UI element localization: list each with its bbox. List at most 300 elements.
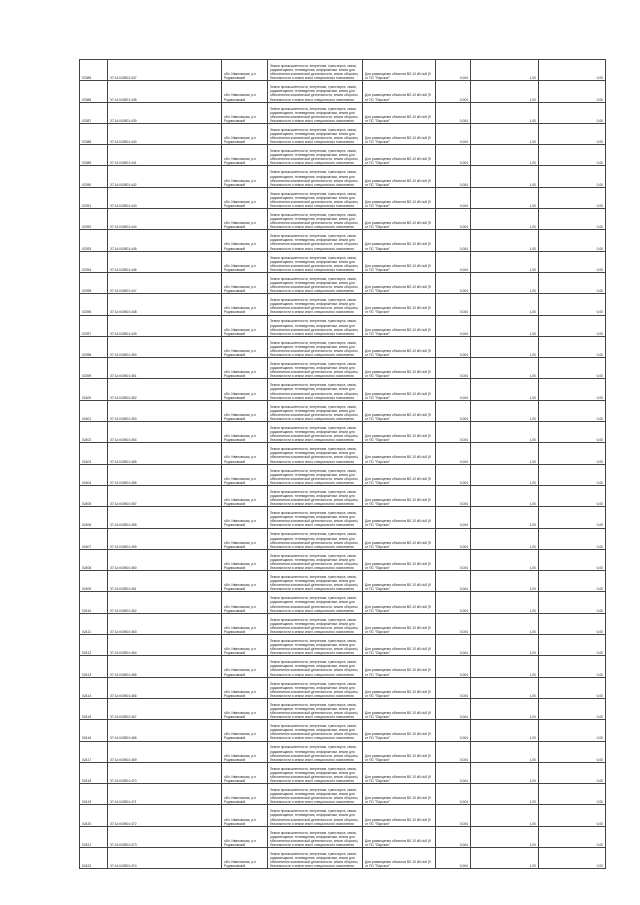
value-cell: 0,00	[539, 784, 606, 805]
cadastral-number-cell: 37:14:040501:466	[108, 677, 222, 698]
cadastral-register-table	[79, 59, 606, 869]
value-cell: 0,00	[539, 677, 606, 698]
address-cell: обл. Ивановская, р-н Родниковский	[222, 805, 268, 826]
ratio-cell: 1,00	[471, 102, 539, 123]
value-cell: 0,00	[539, 294, 606, 315]
area-cell: 0,004	[436, 805, 471, 826]
ratio-cell: 1,00	[471, 422, 539, 443]
land-category-cell: Земли промышленности, энергетики, транспорта, связи, радиовещания, телевидения, информатики, земли для обеспечения космической деятельности, земли обороны, безопасности и земли иного специального назначения	[268, 358, 363, 379]
row-number-cell: 02408	[80, 549, 108, 570]
cadastral-number-cell: 37:14:040501:460	[108, 549, 222, 570]
value-cell: 0,00	[539, 613, 606, 634]
area-cell: 0,004	[436, 102, 471, 123]
value-cell: 0,00	[539, 336, 606, 357]
ratio-cell: 1,00	[471, 507, 539, 528]
ratio-cell: 1,00	[471, 315, 539, 336]
ratio-cell: 1,00	[471, 464, 539, 485]
row-number-cell: 02400	[80, 379, 108, 400]
cadastral-number-cell: 37:14:040501:456	[108, 464, 222, 485]
area-cell: 0,004	[436, 677, 471, 698]
table-row	[80, 528, 606, 549]
permitted-use-cell: Для размещения объектов ВЛ-10 кВ №8 (9 от ПС "Парское"	[363, 528, 436, 549]
table-row	[80, 272, 606, 293]
row-number-cell: 02421	[80, 826, 108, 847]
value-cell: 0,00	[539, 272, 606, 293]
land-category-cell: Земли промышленности, энергетики, транспорта, связи, радиовещания, телевидения, информатики, земли для обеспечения космической деятельности, земли обороны, безопасности и земли иного специального назначения	[268, 251, 363, 272]
address-cell: обл. Ивановская, р-н Родниковский	[222, 294, 268, 315]
ratio-cell: 1,00	[471, 230, 539, 251]
address-cell: обл. Ивановская, р-н Родниковский	[222, 485, 268, 506]
value-cell: 0,00	[539, 847, 606, 868]
cadastral-number-cell: 37:14:040501:446	[108, 251, 222, 272]
table-row	[80, 230, 606, 251]
ratio-cell: 1,00	[471, 826, 539, 847]
table-row	[80, 635, 606, 656]
row-number-cell: 02412	[80, 635, 108, 656]
address-cell: обл. Ивановская, р-н Родниковский	[222, 464, 268, 485]
area-cell: 0,004	[436, 336, 471, 357]
ratio-cell: 1,00	[471, 272, 539, 293]
permitted-use-cell: Для размещения объектов ВЛ-10 кВ №8 (9 от ПС "Парское"	[363, 443, 436, 464]
address-cell: обл. Ивановская, р-н Родниковский	[222, 698, 268, 719]
address-cell: обл. Ивановская, р-н Родниковский	[222, 677, 268, 698]
permitted-use-cell: Для размещения объектов ВЛ-10 кВ №8 (9 от ПС "Парское"	[363, 698, 436, 719]
area-cell: 0,004	[436, 422, 471, 443]
table-row	[80, 443, 606, 464]
value-cell: 0,00	[539, 379, 606, 400]
row-number-cell: 02407	[80, 528, 108, 549]
ratio-cell: 1,00	[471, 209, 539, 230]
cadastral-number-cell: 37:14:040501:471	[108, 784, 222, 805]
cadastral-number-cell: 37:14:040501:472	[108, 805, 222, 826]
permitted-use-cell: Для размещения объектов ВЛ-10 кВ №8 (9 от ПС "Парское"	[363, 379, 436, 400]
permitted-use-cell: Для размещения объектов ВЛ-10 кВ №8 (9 от ПС "Парское"	[363, 485, 436, 506]
cadastral-number-cell: 37:14:040501:439	[108, 102, 222, 123]
value-cell: 0,00	[539, 422, 606, 443]
table-row	[80, 379, 606, 400]
land-category-cell: Земли промышленности, энергетики, транспорта, связи, радиовещания, телевидения, информатики, земли для обеспечения космической деятельности, земли обороны, безопасности и земли иного специального назначения	[268, 379, 363, 400]
cadastral-number-cell: 37:14:040501:440	[108, 123, 222, 144]
area-cell: 0,004	[436, 145, 471, 166]
address-cell: обл. Ивановская, р-н Родниковский	[222, 400, 268, 421]
permitted-use-cell: Для размещения объектов ВЛ-10 кВ №8 (9 от ПС "Парское"	[363, 400, 436, 421]
table-row	[80, 358, 606, 379]
ratio-cell: 1,00	[471, 81, 539, 102]
table-row	[80, 592, 606, 613]
table-row	[80, 549, 606, 570]
permitted-use-cell: Для размещения объектов ВЛ-10 кВ №8 (9 от ПС "Парское"	[363, 187, 436, 208]
land-category-cell: Земли промышленности, энергетики, транспорта, связи, радиовещания, телевидения, информатики, земли для обеспечения космической деятельности, земли обороны, безопасности и земли иного специального назначения	[268, 81, 363, 102]
row-number-cell: 02386	[80, 81, 108, 102]
address-cell: обл. Ивановская, р-н Родниковский	[222, 613, 268, 634]
land-category-cell: Земли промышленности, энергетики, транспорта, связи, радиовещания, телевидения, информатики, земли для обеспечения космической деятельности, земли обороны, безопасности и земли иного специального назначения	[268, 464, 363, 485]
row-number-cell: 02399	[80, 358, 108, 379]
address-cell: обл. Ивановская, р-н Родниковский	[222, 187, 268, 208]
row-number-cell: 02410	[80, 592, 108, 613]
permitted-use-cell: Для размещения объектов ВЛ-10 кВ №8 (9 от ПС "Парское"	[363, 784, 436, 805]
ratio-cell: 1,00	[471, 443, 539, 464]
permitted-use-cell: Для размещения объектов ВЛ-10 кВ №8 (9 от ПС "Парское"	[363, 315, 436, 336]
table-row	[80, 294, 606, 315]
address-cell: обл. Ивановская, р-н Родниковский	[222, 720, 268, 741]
area-cell: 0,004	[436, 485, 471, 506]
land-category-cell: Земли промышленности, энергетики, транспорта, связи, радиовещания, телевидения, информатики, земли для обеспечения космической деятельности, земли обороны, безопасности и земли иного специального назначения	[268, 123, 363, 144]
table-row	[80, 209, 606, 230]
area-cell: 0,004	[436, 847, 471, 868]
table-row	[80, 251, 606, 272]
land-category-cell: Земли промышленности, энергетики, транспорта, связи, радиовещания, телевидения, информатики, земли для обеспечения космической деятельности, земли обороны, безопасности и земли иного специального назначения	[268, 507, 363, 528]
permitted-use-cell: Для размещения объектов ВЛ-10 кВ №8 (9 от ПС "Парское"	[363, 123, 436, 144]
permitted-use-cell: Для размещения объектов ВЛ-10 кВ №8 (9 от ПС "Парское"	[363, 635, 436, 656]
address-cell: обл. Ивановская, р-н Родниковский	[222, 826, 268, 847]
value-cell: 0,00	[539, 187, 606, 208]
land-category-cell: Земли промышленности, энергетики, транспорта, связи, радиовещания, телевидения, информатики, земли для обеспечения космической деятельности, земли обороны, безопасности и земли иного специального назначения	[268, 102, 363, 123]
cadastral-number-cell: 37:14:040501:468	[108, 720, 222, 741]
value-cell: 0,00	[539, 741, 606, 762]
row-number-cell: 02389	[80, 145, 108, 166]
value-cell: 0,00	[539, 251, 606, 272]
ratio-cell: 1,00	[471, 400, 539, 421]
permitted-use-cell: Для размещения объектов ВЛ-10 кВ №8 (9 от ПС "Парское"	[363, 741, 436, 762]
ratio-cell: 1,00	[471, 592, 539, 613]
value-cell: 0,00	[539, 209, 606, 230]
table-row	[80, 613, 606, 634]
value-cell: 0,00	[539, 720, 606, 741]
area-cell: 0,004	[436, 635, 471, 656]
table-row	[80, 720, 606, 741]
ratio-cell: 1,00	[471, 485, 539, 506]
area-cell: 0,004	[436, 528, 471, 549]
land-category-cell: Земли промышленности, энергетики, транспорта, связи, радиовещания, телевидения, информатики, земли для обеспечения космической деятельности, земли обороны, безопасности и земли иного специального назначения	[268, 443, 363, 464]
row-number-cell: 02388	[80, 123, 108, 144]
address-cell: обл. Ивановская, р-н Родниковский	[222, 145, 268, 166]
area-cell: 0,004	[436, 187, 471, 208]
table-row	[80, 826, 606, 847]
row-number-cell: 02396	[80, 294, 108, 315]
cadastral-number-cell: 37:14:040501:465	[108, 656, 222, 677]
address-cell: обл. Ивановская, р-н Родниковский	[222, 209, 268, 230]
cadastral-number-cell: 37:14:040501:451	[108, 358, 222, 379]
cadastral-number-cell: 37:14:040501:473	[108, 826, 222, 847]
value-cell: 0,00	[539, 635, 606, 656]
cadastral-number-cell: 37:14:040501:469	[108, 741, 222, 762]
address-cell: обл. Ивановская, р-н Родниковский	[222, 336, 268, 357]
land-category-cell: Земли промышленности, энергетики, транспорта, связи, радиовещания, телевидения, информатики, земли для обеспечения космической деятельности, земли обороны, безопасности и земли иного специального назначения	[268, 336, 363, 357]
permitted-use-cell: Для размещения объектов ВЛ-10 кВ №8 (9 от ПС "Парское"	[363, 677, 436, 698]
cadastral-number-cell: 37:14:040501:444	[108, 209, 222, 230]
permitted-use-cell: Для размещения объектов ВЛ-10 кВ №8 (9 от ПС "Парское"	[363, 613, 436, 634]
table-row	[80, 847, 606, 868]
address-cell: обл. Ивановская, р-н Родниковский	[222, 443, 268, 464]
permitted-use-cell: Для размещения объектов ВЛ-10 кВ №8 (9 от ПС "Парское"	[363, 549, 436, 570]
row-number-cell: 02413	[80, 656, 108, 677]
area-cell: 0,004	[436, 315, 471, 336]
cadastral-number-cell: 37:14:040501:443	[108, 187, 222, 208]
land-category-cell: Земли промышленности, энергетики, транспорта, связи, радиовещания, телевидения, информатики, земли для обеспечения космической деятельности, земли обороны, безопасности и земли иного специального назначения	[268, 635, 363, 656]
cadastral-number-cell: 37:14:040501:463	[108, 613, 222, 634]
cadastral-number-cell: 37:14:040501:452	[108, 379, 222, 400]
value-cell: 0,00	[539, 549, 606, 570]
cadastral-number-cell: 37:14:040501:441	[108, 145, 222, 166]
value-cell: 0,00	[539, 805, 606, 826]
table-row	[80, 145, 606, 166]
value-cell: 0,00	[539, 60, 606, 81]
address-cell: обл. Ивановская, р-н Родниковский	[222, 528, 268, 549]
row-number-cell: 02416	[80, 720, 108, 741]
ratio-cell: 1,00	[471, 571, 539, 592]
permitted-use-cell: Для размещения объектов ВЛ-10 кВ №8 (9 от ПС "Парское"	[363, 720, 436, 741]
land-category-cell: Земли промышленности, энергетики, транспорта, связи, радиовещания, телевидения, информатики, земли для обеспечения космической деятельности, земли обороны, безопасности и земли иного специального назначения	[268, 784, 363, 805]
row-number-cell: 02418	[80, 762, 108, 783]
row-number-cell: 02411	[80, 613, 108, 634]
ratio-cell: 1,00	[471, 847, 539, 868]
permitted-use-cell: Для размещения объектов ВЛ-10 кВ №8 (9 от ПС "Парское"	[363, 294, 436, 315]
area-cell: 0,004	[436, 123, 471, 144]
address-cell: обл. Ивановская, р-н Родниковский	[222, 123, 268, 144]
table-row	[80, 187, 606, 208]
value-cell: 0,00	[539, 123, 606, 144]
value-cell: 0,00	[539, 400, 606, 421]
table-row	[80, 336, 606, 357]
cadastral-number-cell: 37:14:040501:464	[108, 635, 222, 656]
ratio-cell: 1,00	[471, 698, 539, 719]
table-row	[80, 677, 606, 698]
area-cell: 0,004	[436, 571, 471, 592]
table-row	[80, 315, 606, 336]
cadastral-number-cell: 37:14:040501:453	[108, 400, 222, 421]
ratio-cell: 1,00	[471, 251, 539, 272]
table-row	[80, 464, 606, 485]
area-cell: 0,004	[436, 251, 471, 272]
land-category-cell: Земли промышленности, энергетики, транспорта, связи, радиовещания, телевидения, информатики, земли для обеспечения космической деятельности, земли обороны, безопасности и земли иного специального назначения	[268, 720, 363, 741]
row-number-cell: 02401	[80, 400, 108, 421]
row-number-cell: 02406	[80, 507, 108, 528]
row-number-cell: 02387	[80, 102, 108, 123]
address-cell: обл. Ивановская, р-н Родниковский	[222, 102, 268, 123]
permitted-use-cell: Для размещения объектов ВЛ-10 кВ №8 (9 от ПС "Парское"	[363, 847, 436, 868]
row-number-cell: 02397	[80, 315, 108, 336]
row-number-cell: 02414	[80, 677, 108, 698]
value-cell: 0,00	[539, 592, 606, 613]
table-row	[80, 485, 606, 506]
permitted-use-cell: Для размещения объектов ВЛ-10 кВ №8 (9 от ПС "Парское"	[363, 60, 436, 81]
value-cell: 0,00	[539, 102, 606, 123]
permitted-use-cell: Для размещения объектов ВЛ-10 кВ №8 (9 от ПС "Парское"	[363, 209, 436, 230]
row-number-cell: 02390	[80, 166, 108, 187]
value-cell: 0,00	[539, 571, 606, 592]
address-cell: обл. Ивановская, р-н Родниковский	[222, 60, 268, 81]
permitted-use-cell: Для размещения объектов ВЛ-10 кВ №8 (9 от ПС "Парское"	[363, 656, 436, 677]
permitted-use-cell: Для размещения объектов ВЛ-10 кВ №8 (9 от ПС "Парское"	[363, 81, 436, 102]
permitted-use-cell: Для размещения объектов ВЛ-10 кВ №8 (9 от ПС "Парское"	[363, 251, 436, 272]
land-category-cell: Земли промышленности, энергетики, транспорта, связи, радиовещания, телевидения, информатики, земли для обеспечения космической деятельности, земли обороны, безопасности и земли иного специального назначения	[268, 571, 363, 592]
permitted-use-cell: Для размещения объектов ВЛ-10 кВ №8 (9 от ПС "Парское"	[363, 102, 436, 123]
ratio-cell: 1,00	[471, 613, 539, 634]
area-cell: 0,004	[436, 443, 471, 464]
ratio-cell: 1,00	[471, 656, 539, 677]
ratio-cell: 1,00	[471, 358, 539, 379]
ratio-cell: 1,00	[471, 805, 539, 826]
permitted-use-cell: Для размещения объектов ВЛ-10 кВ №8 (9 от ПС "Парское"	[363, 230, 436, 251]
value-cell: 0,00	[539, 656, 606, 677]
cadastral-number-cell: 37:14:040501:459	[108, 528, 222, 549]
value-cell: 0,00	[539, 166, 606, 187]
cadastral-number-cell: 37:14:040501:474	[108, 847, 222, 868]
land-category-cell: Земли промышленности, энергетики, транспорта, связи, радиовещания, телевидения, информатики, земли для обеспечения космической деятельности, земли обороны, безопасности и земли иного специального назначения	[268, 60, 363, 81]
value-cell: 0,00	[539, 507, 606, 528]
cadastral-number-cell: 37:14:040501:462	[108, 592, 222, 613]
row-number-cell: 02393	[80, 230, 108, 251]
address-cell: обл. Ивановская, р-н Родниковский	[222, 762, 268, 783]
area-cell: 0,004	[436, 230, 471, 251]
cadastral-number-cell: 37:14:040501:470	[108, 762, 222, 783]
ratio-cell: 1,00	[471, 762, 539, 783]
ratio-cell: 1,00	[471, 528, 539, 549]
row-number-cell: 02395	[80, 272, 108, 293]
land-category-cell: Земли промышленности, энергетики, транспорта, связи, радиовещания, телевидения, информатики, земли для обеспечения космической деятельности, земли обороны, безопасности и земли иного специального назначения	[268, 422, 363, 443]
ratio-cell: 1,00	[471, 677, 539, 698]
ratio-cell: 1,00	[471, 123, 539, 144]
ratio-cell: 1,00	[471, 635, 539, 656]
land-category-cell: Земли промышленности, энергетики, транспорта, связи, радиовещания, телевидения, информатики, земли для обеспечения космической деятельности, земли обороны, безопасности и земли иного специального назначения	[268, 549, 363, 570]
permitted-use-cell: Для размещения объектов ВЛ-10 кВ №8 (9 от ПС "Парское"	[363, 272, 436, 293]
table-row	[80, 123, 606, 144]
area-cell: 0,004	[436, 720, 471, 741]
land-category-cell: Земли промышленности, энергетики, транспорта, связи, радиовещания, телевидения, информатики, земли для обеспечения космической деятельности, земли обороны, безопасности и земли иного специального назначения	[268, 677, 363, 698]
value-cell: 0,00	[539, 81, 606, 102]
permitted-use-cell: Для размещения объектов ВЛ-10 кВ №8 (9 от ПС "Парское"	[363, 805, 436, 826]
area-cell: 0,004	[436, 400, 471, 421]
value-cell: 0,00	[539, 762, 606, 783]
area-cell: 0,004	[436, 60, 471, 81]
cadastral-number-cell: 37:14:040501:457	[108, 485, 222, 506]
row-number-cell: 02404	[80, 464, 108, 485]
address-cell: обл. Ивановская, р-н Родниковский	[222, 847, 268, 868]
address-cell: обл. Ивановская, р-н Родниковский	[222, 741, 268, 762]
area-cell: 0,004	[436, 698, 471, 719]
land-category-cell: Земли промышленности, энергетики, транспорта, связи, радиовещания, телевидения, информатики, земли для обеспечения космической деятельности, земли обороны, безопасности и земли иного специального назначения	[268, 762, 363, 783]
land-category-cell: Земли промышленности, энергетики, транспорта, связи, радиовещания, телевидения, информатики, земли для обеспечения космической деятельности, земли обороны, безопасности и земли иного специального назначения	[268, 400, 363, 421]
permitted-use-cell: Для размещения объектов ВЛ-10 кВ №8 (9 от ПС "Парское"	[363, 336, 436, 357]
row-number-cell: 02394	[80, 251, 108, 272]
value-cell: 0,00	[539, 443, 606, 464]
table-row	[80, 400, 606, 421]
cadastral-number-cell: 37:14:040501:438	[108, 81, 222, 102]
permitted-use-cell: Для размещения объектов ВЛ-10 кВ №8 (9 от ПС "Парское"	[363, 507, 436, 528]
ratio-cell: 1,00	[471, 187, 539, 208]
table-row	[80, 81, 606, 102]
permitted-use-cell: Для размещения объектов ВЛ-10 кВ №8 (9 от ПС "Парское"	[363, 422, 436, 443]
land-category-cell: Земли промышленности, энергетики, транспорта, связи, радиовещания, телевидения, информатики, земли для обеспечения космической деятельности, земли обороны, безопасности и земли иного специального назначения	[268, 187, 363, 208]
area-cell: 0,004	[436, 826, 471, 847]
permitted-use-cell: Для размещения объектов ВЛ-10 кВ №8 (9 от ПС "Парское"	[363, 826, 436, 847]
cadastral-number-cell: 37:14:040501:447	[108, 272, 222, 293]
address-cell: обл. Ивановская, р-н Родниковский	[222, 549, 268, 570]
land-category-cell: Земли промышленности, энергетики, транспорта, связи, радиовещания, телевидения, информатики, земли для обеспечения космической деятельности, земли обороны, безопасности и земли иного специального назначения	[268, 272, 363, 293]
land-category-cell: Земли промышленности, энергетики, транспорта, связи, радиовещания, телевидения, информатики, земли для обеспечения космической деятельности, земли обороны, безопасности и земли иного специального назначения	[268, 613, 363, 634]
land-category-cell: Земли промышленности, энергетики, транспорта, связи, радиовещания, телевидения, информатики, земли для обеспечения космической деятельности, земли обороны, безопасности и земли иного специального назначения	[268, 741, 363, 762]
land-category-cell: Земли промышленности, энергетики, транспорта, связи, радиовещания, телевидения, информатики, земли для обеспечения космической деятельности, земли обороны, безопасности и земли иного специального назначения	[268, 485, 363, 506]
cadastral-number-cell: 37:14:040501:454	[108, 422, 222, 443]
area-cell: 0,004	[436, 741, 471, 762]
area-cell: 0,004	[436, 507, 471, 528]
area-cell: 0,004	[436, 613, 471, 634]
row-number-cell: 02420	[80, 805, 108, 826]
address-cell: обл. Ивановская, р-н Родниковский	[222, 571, 268, 592]
land-category-cell: Земли промышленности, энергетики, транспорта, связи, радиовещания, телевидения, информатики, земли для обеспечения космической деятельности, земли обороны, безопасности и земли иного специального назначения	[268, 294, 363, 315]
land-category-cell: Земли промышленности, энергетики, транспорта, связи, радиовещания, телевидения, информатики, земли для обеспечения космической деятельности, земли обороны, безопасности и земли иного специального назначения	[268, 847, 363, 868]
permitted-use-cell: Для размещения объектов ВЛ-10 кВ №8 (9 от ПС "Парское"	[363, 358, 436, 379]
value-cell: 0,00	[539, 485, 606, 506]
permitted-use-cell: Для размещения объектов ВЛ-10 кВ №8 (9 от ПС "Парское"	[363, 592, 436, 613]
table-body	[80, 60, 606, 869]
address-cell: обл. Ивановская, р-н Родниковский	[222, 358, 268, 379]
address-cell: обл. Ивановская, р-н Родниковский	[222, 592, 268, 613]
permitted-use-cell: Для размещения объектов ВЛ-10 кВ №8 (9 от ПС "Парское"	[363, 571, 436, 592]
area-cell: 0,004	[436, 294, 471, 315]
ratio-cell: 1,00	[471, 720, 539, 741]
area-cell: 0,004	[436, 464, 471, 485]
land-category-cell: Земли промышленности, энергетики, транспорта, связи, радиовещания, телевидения, информатики, земли для обеспечения космической деятельности, земли обороны, безопасности и земли иного специального назначения	[268, 826, 363, 847]
address-cell: обл. Ивановская, р-н Родниковский	[222, 272, 268, 293]
value-cell: 0,00	[539, 358, 606, 379]
address-cell: обл. Ивановская, р-н Родниковский	[222, 635, 268, 656]
table-row	[80, 422, 606, 443]
cadastral-number-cell: 37:14:040501:461	[108, 571, 222, 592]
table-row	[80, 507, 606, 528]
cadastral-number-cell: 37:14:040501:467	[108, 698, 222, 719]
value-cell: 0,00	[539, 528, 606, 549]
area-cell: 0,004	[436, 784, 471, 805]
address-cell: обл. Ивановская, р-н Родниковский	[222, 507, 268, 528]
row-number-cell: 02392	[80, 209, 108, 230]
ratio-cell: 1,00	[471, 784, 539, 805]
table-row	[80, 784, 606, 805]
land-category-cell: Земли промышленности, энергетики, транспорта, связи, радиовещания, телевидения, информатики, земли для обеспечения космической деятельности, земли обороны, безопасности и земли иного специального назначения	[268, 698, 363, 719]
cadastral-number-cell: 37:14:040501:455	[108, 443, 222, 464]
area-cell: 0,004	[436, 762, 471, 783]
cadastral-number-cell: 37:14:040501:449	[108, 315, 222, 336]
area-cell: 0,004	[436, 379, 471, 400]
land-category-cell: Земли промышленности, энергетики, транспорта, связи, радиовещания, телевидения, информатики, земли для обеспечения космической деятельности, земли обороны, безопасности и земли иного специального назначения	[268, 592, 363, 613]
row-number-cell: 02419	[80, 784, 108, 805]
value-cell: 0,00	[539, 826, 606, 847]
address-cell: обл. Ивановская, р-н Родниковский	[222, 656, 268, 677]
land-category-cell: Земли промышленности, энергетики, транспорта, связи, радиовещания, телевидения, информатики, земли для обеспечения космической деятельности, земли обороны, безопасности и земли иного специального назначения	[268, 805, 363, 826]
row-number-cell: 02398	[80, 336, 108, 357]
row-number-cell: 02409	[80, 571, 108, 592]
ratio-cell: 1,00	[471, 379, 539, 400]
address-cell: обл. Ивановская, р-н Родниковский	[222, 230, 268, 251]
table-row	[80, 698, 606, 719]
area-cell: 0,004	[436, 209, 471, 230]
ratio-cell: 1,00	[471, 145, 539, 166]
table-row	[80, 60, 606, 81]
address-cell: обл. Ивановская, р-н Родниковский	[222, 315, 268, 336]
table-row	[80, 741, 606, 762]
land-category-cell: Земли промышленности, энергетики, транспорта, связи, радиовещания, телевидения, информатики, земли для обеспечения космической деятельности, земли обороны, безопасности и земли иного специального назначения	[268, 230, 363, 251]
land-category-cell: Земли промышленности, энергетики, транспорта, связи, радиовещания, телевидения, информатики, земли для обеспечения космической деятельности, земли обороны, безопасности и земли иного специального назначения	[268, 209, 363, 230]
cadastral-number-cell: 37:14:040501:445	[108, 230, 222, 251]
ratio-cell: 1,00	[471, 60, 539, 81]
value-cell: 0,00	[539, 315, 606, 336]
value-cell: 0,00	[539, 145, 606, 166]
address-cell: обл. Ивановская, р-н Родниковский	[222, 251, 268, 272]
cadastral-number-cell: 37:14:040501:458	[108, 507, 222, 528]
area-cell: 0,004	[436, 81, 471, 102]
row-number-cell: 02403	[80, 443, 108, 464]
ratio-cell: 1,00	[471, 294, 539, 315]
